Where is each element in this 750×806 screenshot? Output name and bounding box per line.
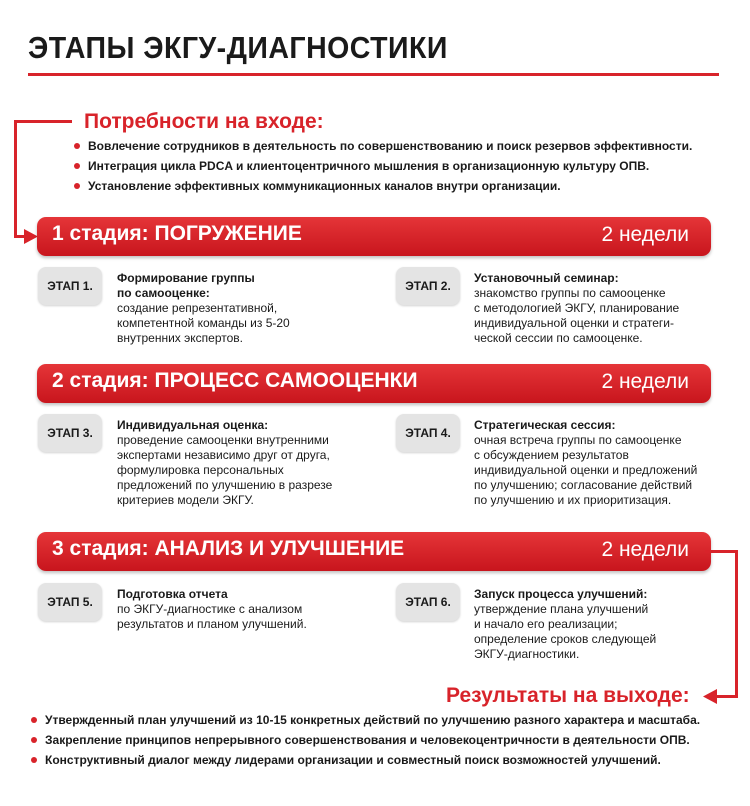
step-4-body: с обсуждением результатов [474, 448, 629, 462]
step-3-body: критериев модели ЭКГУ. [117, 493, 254, 507]
input-connector-vertical [14, 120, 17, 238]
step-4-title: Стратегическая сессия: [474, 418, 616, 432]
arrow-right-icon [24, 229, 38, 244]
step-6-body: утверждение плана улучшений [474, 602, 649, 616]
output-connector-bottom [716, 695, 738, 698]
step-3-title: Индивидуальная оценка: [117, 418, 269, 432]
outputs-list-item: Закрепление принципов непрерывного совершенствования и человекоцентричности в деятельности ОПВ. [31, 730, 700, 750]
step-2-title: Установочный семинар: [474, 271, 619, 285]
step-2-body: индивидуальной оценки и стратеги- [474, 316, 674, 330]
outputs-list-item: Конструктивный диалог между лидерами организации и совместный поиск возможностей улучшений. [31, 750, 700, 770]
step-5-body: результатов и планом улучшений. [117, 617, 307, 631]
step-4-body: по улучшению; согласование действий [474, 478, 693, 492]
inputs-list-item: Установление эффективных коммуникационных каналов внутри организации. [74, 176, 692, 196]
step-4-badge [396, 414, 460, 452]
step-6-body: и начало его реализации; [474, 617, 618, 631]
step-4-body: по улучшению и их приоритизация. [474, 493, 672, 507]
step-1-badge-label: ЭТАП 1. [47, 279, 93, 293]
step-1-title: по самооценке: [117, 286, 210, 300]
step-4-body: очная встреча группы по самооценке [474, 433, 682, 447]
stage-1-bar [37, 217, 711, 256]
stage-1-duration: 2 недели [601, 223, 689, 246]
step-5-badge-label: ЭТАП 5. [47, 595, 93, 609]
step-4-text [474, 418, 697, 508]
step-2-body: ческой сессии по самооценке. [474, 331, 643, 345]
outputs-heading: Результаты на выходе: [446, 684, 690, 707]
step-1-body: компетентной команды из 5-20 [117, 316, 290, 330]
step-5-badge [38, 583, 102, 621]
stage-2-title: 2 стадия: ПРОЦЕСС САМООЦЕНКИ [52, 369, 418, 392]
inputs-list-item: Интеграция цикла PDCA и клиентоцентричного мышления в организационную культуру ОПВ. [74, 156, 692, 176]
stage-3-duration: 2 недели [601, 538, 689, 561]
stage-3-bar [37, 532, 711, 571]
step-3-body: формулировка персональных [117, 463, 284, 477]
step-2-badge-label: ЭТАП 2. [405, 279, 451, 293]
step-6-body: ЭКГУ-диагностики. [474, 647, 580, 661]
input-connector-top [14, 120, 72, 123]
step-1-badge [38, 267, 102, 305]
step-5-text [117, 587, 307, 632]
page-title: ЭТАПЫ ЭКГУ-ДИАГНОСТИКИ [28, 30, 448, 65]
inputs-list [74, 136, 692, 196]
step-4-body: индивидуальной оценки и предложений [474, 463, 698, 477]
step-6-badge-label: ЭТАП 6. [405, 595, 451, 609]
step-3-badge [38, 414, 102, 452]
step-1-body: внутренних экспертов. [117, 331, 243, 345]
step-3-text [117, 418, 332, 508]
stage-2-bar [37, 364, 711, 403]
step-2-body: с методологией ЭКГУ, планирование [474, 301, 680, 315]
outputs-list-item: Утвержденный план улучшений из 10-15 конкретных действий по улучшению разного характера и масштаба. [31, 710, 700, 730]
step-3-body: предложений по улучшению в разрезе [117, 478, 333, 492]
output-connector-top [705, 550, 738, 553]
stage-2-duration: 2 недели [601, 370, 689, 393]
step-1-body: создание репрезентативной, [117, 301, 278, 315]
step-3-body: экспертами независимо друг от друга, [117, 448, 330, 462]
step-6-title: Запуск процесса улучшений: [474, 587, 648, 601]
step-2-body: знакомство группы по самооценке [474, 286, 666, 300]
step-1-text [117, 271, 290, 346]
step-6-badge [396, 583, 460, 621]
step-5-body: по ЭКГУ-диагностике с анализом [117, 602, 303, 616]
step-6-body: определение сроков следующей [474, 632, 657, 646]
step-2-text [474, 271, 679, 346]
arrow-left-icon [703, 689, 717, 704]
inputs-list-item: Вовлечение сотрудников в деятельность по совершенствованию и поиск резервов эффективности. [74, 136, 692, 156]
inputs-heading: Потребности на входе: [84, 110, 324, 133]
step-2-badge [396, 267, 460, 305]
step-1-title: Формирование группы [117, 271, 255, 285]
stage-3-title: 3 стадия: АНАЛИЗ И УЛУЧШЕНИЕ [52, 537, 405, 560]
step-6-text [474, 587, 656, 662]
stage-1-title: 1 стадия: ПОГРУЖЕНИЕ [52, 222, 302, 245]
output-connector-vertical [735, 550, 738, 698]
step-5-title: Подготовка отчета [117, 587, 228, 601]
title-divider [28, 73, 719, 76]
step-4-badge-label: ЭТАП 4. [405, 426, 451, 440]
outputs-list [31, 710, 700, 770]
step-3-body: проведение самооценки внутренними [117, 433, 329, 447]
step-3-badge-label: ЭТАП 3. [47, 426, 93, 440]
